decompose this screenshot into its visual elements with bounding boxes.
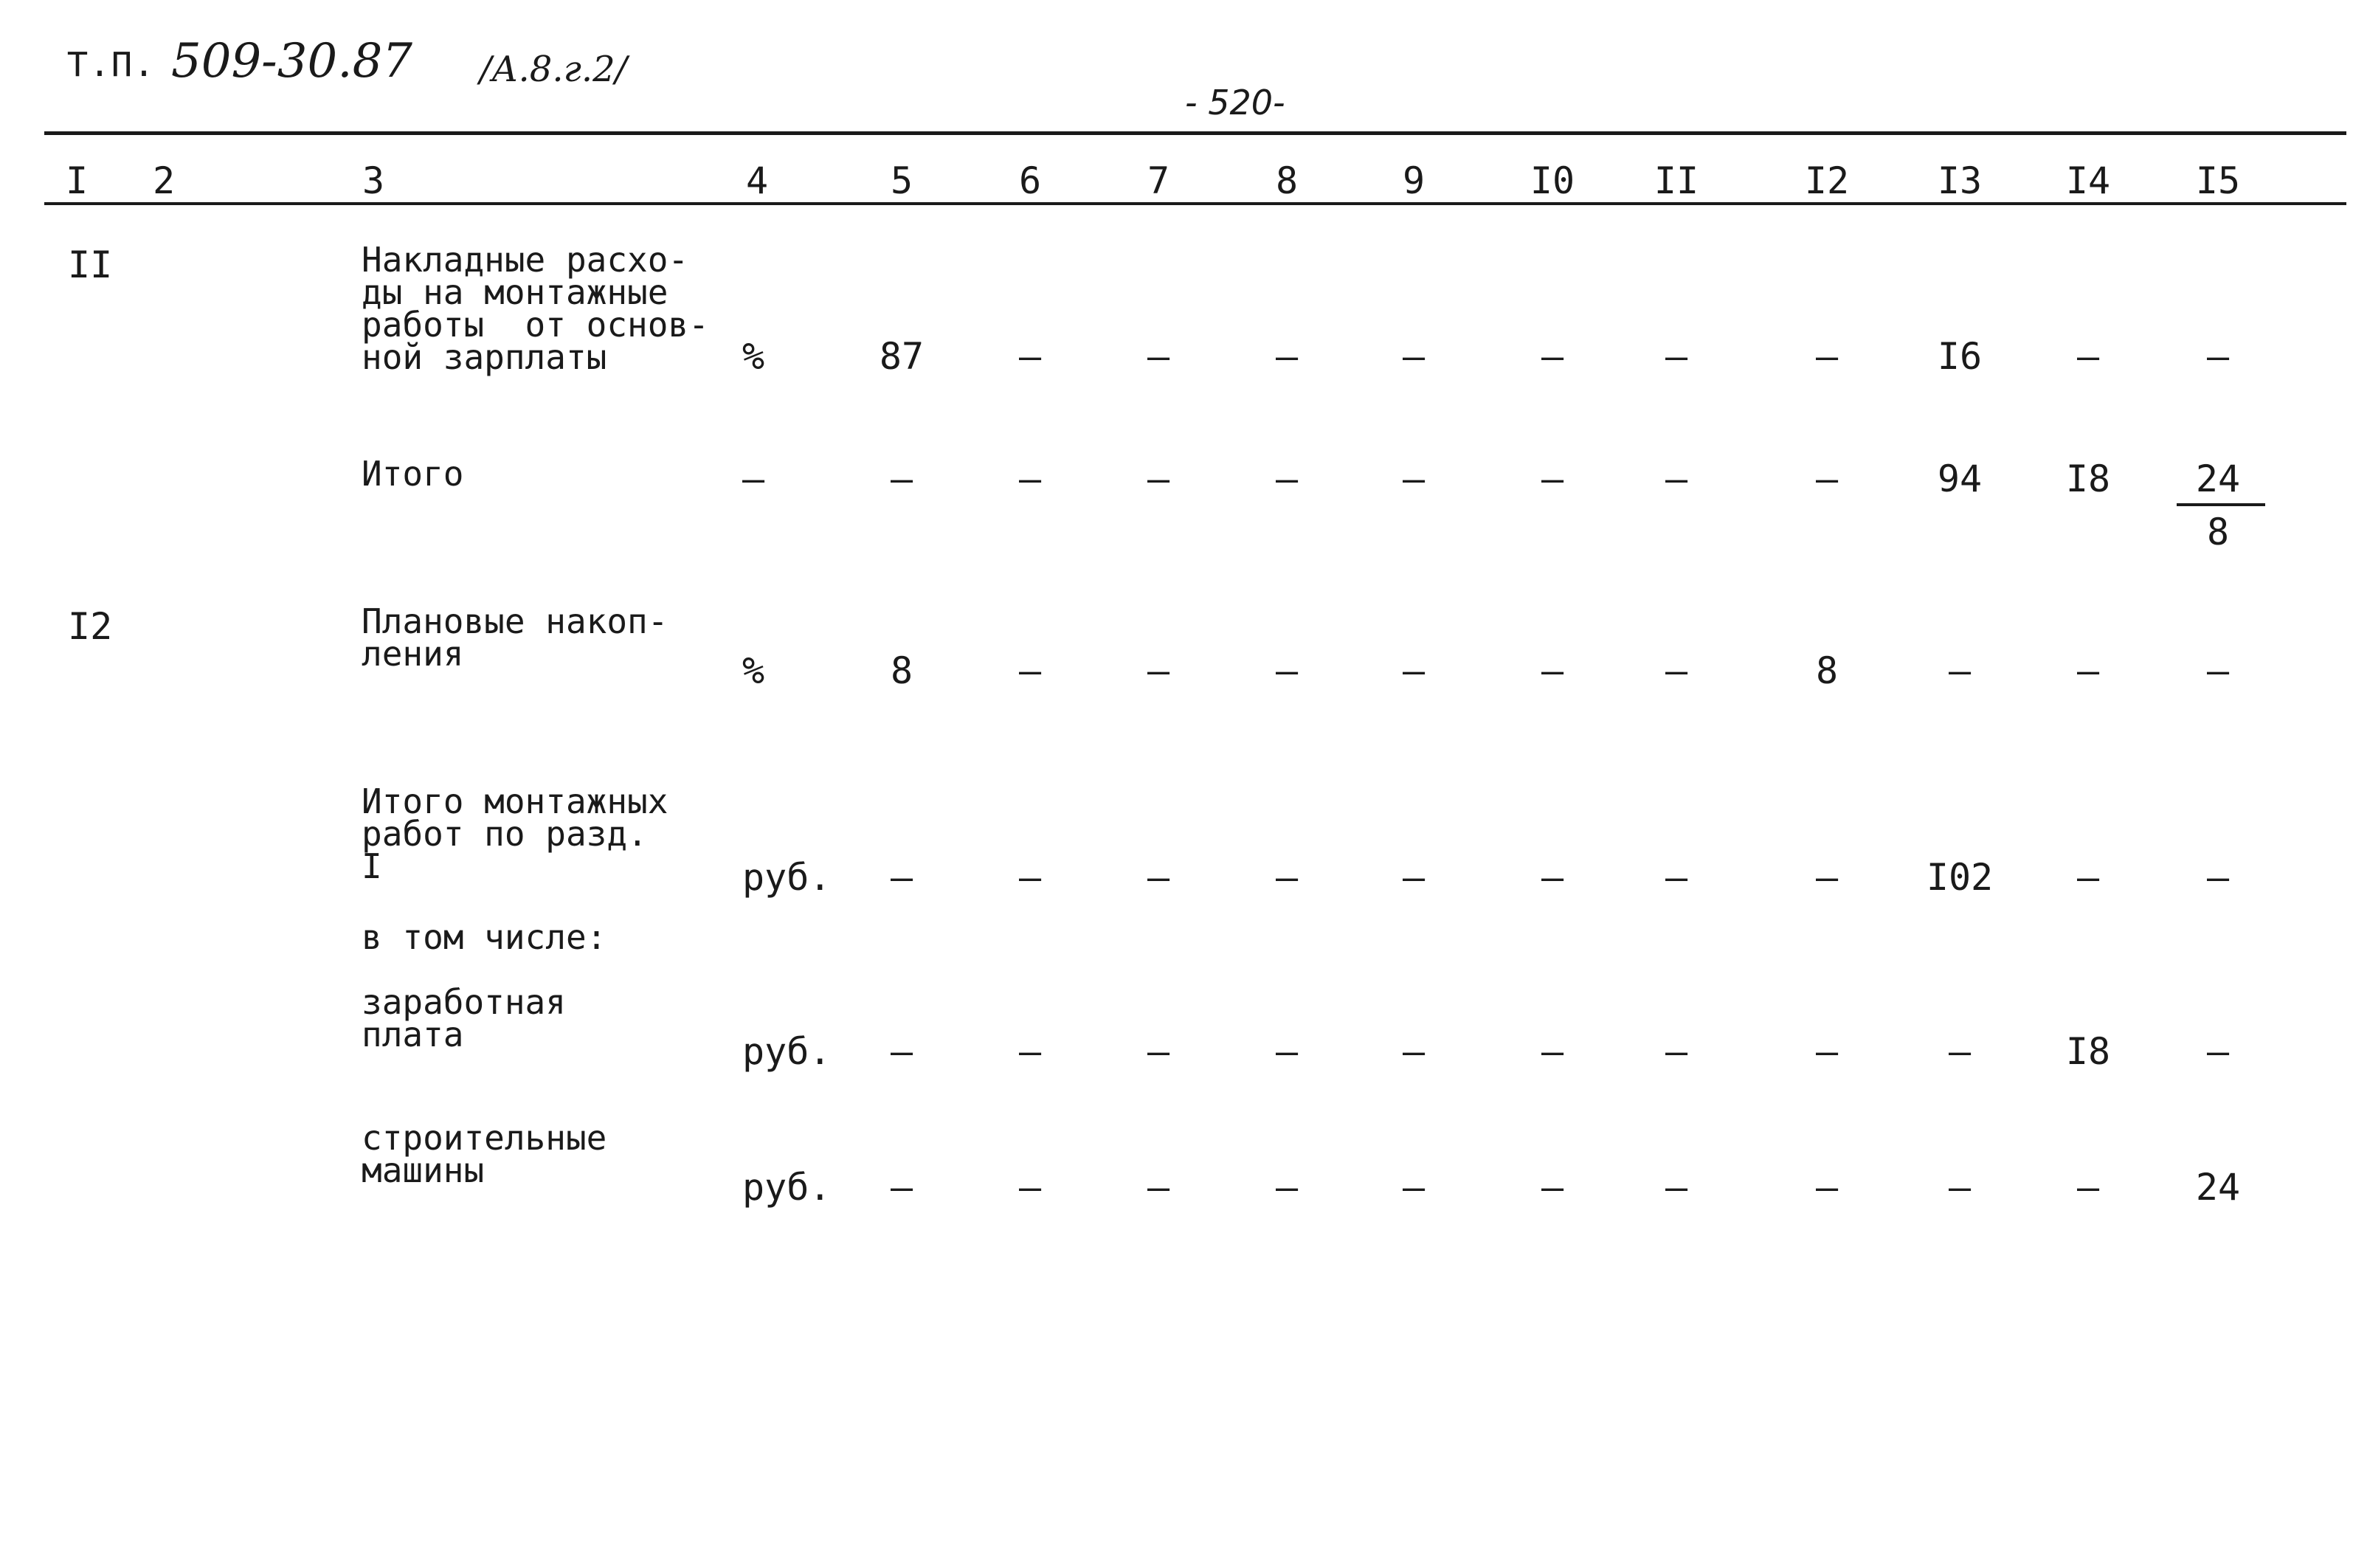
document-code-suffix: /А.8.г.2/ — [480, 49, 627, 90]
table-cell: – — [1665, 1030, 1688, 1073]
table-cell: – — [1665, 1166, 1688, 1209]
table-cell: – — [1948, 1030, 1972, 1073]
table-cell: – — [1815, 1030, 1839, 1073]
table-cell: I8 — [2065, 457, 2111, 500]
column-number: 9 — [1402, 159, 1426, 202]
table-cell: – — [1541, 1030, 1564, 1073]
row-label: Итого монтажных работ по разд. I — [362, 781, 668, 886]
column-number: I4 — [2065, 159, 2111, 202]
row-unit: руб. — [742, 1030, 832, 1073]
top-rule — [44, 131, 2346, 135]
fraction-bar — [2177, 503, 2265, 506]
table-cell: – — [1275, 457, 1299, 500]
row-unit: руб. — [742, 856, 832, 899]
table-cell: – — [2206, 1030, 2230, 1073]
row-label: в том числе: — [362, 917, 607, 957]
table-cell: – — [1402, 1030, 1426, 1073]
column-number: I5 — [2195, 159, 2241, 202]
table-cell: – — [1147, 335, 1170, 378]
table-cell: – — [1541, 1166, 1564, 1209]
table-cell: I6 — [1937, 335, 1983, 378]
table-cell: – — [1948, 1166, 1972, 1209]
table-cell: – — [1665, 856, 1688, 899]
column-number: 7 — [1147, 159, 1170, 202]
table-cell: – — [1018, 1030, 1042, 1073]
table-cell: – — [1665, 457, 1688, 500]
table-cell: I8 — [2065, 1030, 2111, 1073]
column-number: 5 — [890, 159, 913, 202]
table-cell: – — [1948, 649, 1972, 692]
table-cell: – — [2076, 649, 2100, 692]
column-number: II — [1654, 159, 1699, 202]
row-label: строительные машины — [362, 1118, 607, 1190]
table-cell: – — [1402, 856, 1426, 899]
row-unit: % — [742, 649, 765, 692]
page-number: - 520- — [1185, 83, 1285, 122]
column-number: I0 — [1530, 159, 1575, 202]
row-number: I2 — [68, 605, 113, 648]
table-cell: 24 — [2195, 1166, 2241, 1209]
table-cell: 8 — [890, 649, 913, 692]
table-cell: – — [1275, 1030, 1299, 1073]
table-cell: – — [1147, 1030, 1170, 1073]
row-label: Накладные расхо- ды на монтажные работы от основ- ной зарплаты — [362, 240, 709, 377]
row-unit: руб. — [742, 1166, 832, 1209]
row-label: Плановые накоп- ления — [362, 601, 668, 674]
table-cell: – — [1275, 335, 1299, 378]
table-cell: – — [890, 1030, 913, 1073]
table-cell: 94 — [1937, 457, 1983, 500]
table-cell: – — [2206, 649, 2230, 692]
table-cell: – — [1815, 1166, 1839, 1209]
table-cell: – — [1815, 335, 1839, 378]
column-number: 4 — [745, 159, 769, 202]
document-code-handwritten: 509-30.87 — [171, 34, 412, 89]
table-cell: – — [2076, 335, 2100, 378]
table-cell: – — [1147, 457, 1170, 500]
column-number: I2 — [1804, 159, 1850, 202]
table-cell: I02 — [1926, 856, 1994, 899]
table-cell: 8 — [1815, 649, 1839, 692]
row-label: заработная плата — [362, 982, 566, 1054]
table-cell: 87 — [879, 335, 925, 378]
table-cell: – — [1147, 1166, 1170, 1209]
table-cell: – — [1402, 649, 1426, 692]
document-code-prefix: Т.П. — [66, 46, 156, 88]
column-number: 6 — [1018, 159, 1042, 202]
table-cell: 24 — [2195, 457, 2241, 500]
table-cell: – — [2076, 1166, 2100, 1209]
table-cell: – — [890, 457, 913, 500]
table-cell: – — [1541, 335, 1564, 378]
table-cell: – — [1275, 856, 1299, 899]
table-cell: – — [1541, 457, 1564, 500]
table-cell: – — [1402, 335, 1426, 378]
column-number: 2 — [152, 159, 176, 202]
row-unit: – — [742, 457, 765, 500]
row-number: II — [68, 244, 113, 286]
table-cell: – — [1018, 649, 1042, 692]
table-cell: – — [1018, 1166, 1042, 1209]
table-cell: – — [1541, 856, 1564, 899]
row-unit: % — [742, 335, 765, 378]
table-cell: – — [1402, 1166, 1426, 1209]
table-cell: – — [1665, 335, 1688, 378]
table-cell: – — [2206, 856, 2230, 899]
row-label: Итого — [362, 454, 464, 494]
column-header-rule — [44, 202, 2346, 205]
table-cell: – — [1275, 1166, 1299, 1209]
table-cell: – — [1541, 649, 1564, 692]
fraction-denominator: 8 — [2206, 511, 2230, 553]
table-cell: – — [890, 1166, 913, 1209]
table-cell: – — [1665, 649, 1688, 692]
table-cell: – — [890, 856, 913, 899]
table-cell: – — [1018, 335, 1042, 378]
table-cell: – — [2206, 335, 2230, 378]
table-cell: – — [1147, 649, 1170, 692]
column-number: I — [65, 159, 89, 202]
column-number: 3 — [362, 159, 385, 202]
table-cell: – — [1275, 649, 1299, 692]
table-cell: – — [2076, 856, 2100, 899]
table-cell: – — [1815, 457, 1839, 500]
table-cell: – — [1018, 856, 1042, 899]
column-number: 8 — [1275, 159, 1299, 202]
table-cell: – — [1402, 457, 1426, 500]
table-cell: – — [1815, 856, 1839, 899]
table-cell: – — [1147, 856, 1170, 899]
column-number: I3 — [1937, 159, 1983, 202]
table-cell: – — [1018, 457, 1042, 500]
